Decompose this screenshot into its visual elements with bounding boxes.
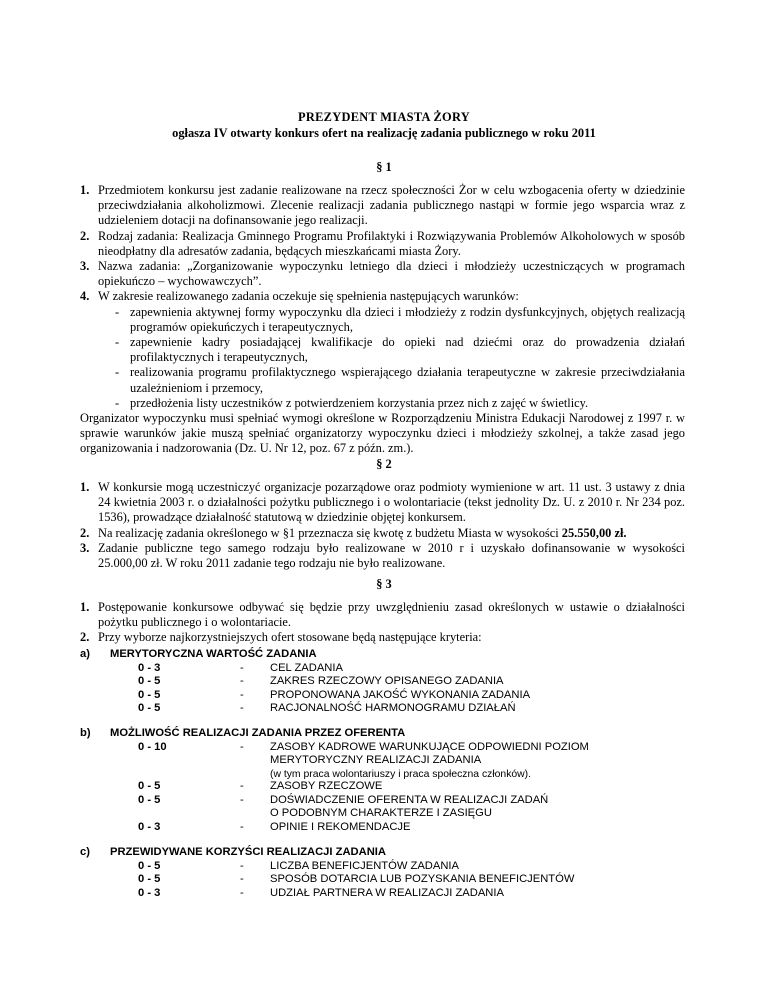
condition-item: - realizowania programu profilaktycznego wspierającego działania terapeutyczne w zakresie przeciwdziałania uzależnieniom i przemocy,: [115, 365, 685, 395]
condition-item: - przedłożenia listy uczestników z potwierdzeniem korzystania przez nich z zajęć w świetlicy.: [115, 395, 589, 410]
list-item: 2. Na realizację zadania określonego w §1 przeznacza się kwotę z budżetu Miasta w wysokości 25.550,00 zł.: [80, 525, 627, 540]
document-subtitle: ogłasza IV otwarty konkurs ofert na realizację zadania publicznego w roku 2011: [172, 126, 596, 140]
criteria-title: MERYTORYCZNA WARTOŚĆ ZADANIA: [110, 648, 317, 660]
list-item: 3. Zadanie publiczne tego samego rodzaju było realizowane w 2010 r i uzyskało dofinansowanie w wysokości 25.000,00 zł. W roku 2011 zadanie tego rodzaju nie było realizowane.: [80, 540, 685, 571]
list-item: 2. Przy wyborze najkorzystniejszych ofert stosowane będą następujące kryteria:: [80, 630, 482, 645]
list-item: 1. W konkursie mogą uczestniczyć organizacje pozarządowe oraz podmioty wymienione w art. 11 ust. 3 ustawy z dnia 24 kwietnia 2003 r. o działalności pożytku publicznego i o wolontariacie (tekst jednolity Dz. U. z 2010 r. Nr 234 poz. 1536), prowadzące działalność statutową w dziedzinie objętej konkursem.: [80, 480, 685, 525]
section-heading-1: § 1: [376, 160, 392, 174]
list-item: 2. Rodzaj zadania: Realizacja Gminnego Programu Profilaktyki i Rozwiązywania Problemów Alkoholowych w sposób nieodpłatny dla adresatów zadania, będących mieszkańcami miasta Żory.: [80, 228, 685, 258]
section-1-body: [80, 183, 685, 457]
conditions-list: [80, 305, 685, 411]
criteria-row: 0 - 3 - UDZIAŁ PARTNERA W REALIZACJI ZADANIA: [138, 886, 504, 899]
criteria-row: 0 - 5 - RACJONALNOŚĆ HARMONOGRAMU DZIAŁAŃ: [138, 702, 516, 714]
section-2-list: [80, 480, 685, 571]
criteria-row: 0 - 5 - ZASOBY RZECZOWE: [138, 780, 383, 792]
list-item: 1. Przedmiotem konkursu jest zadanie realizowane na rzecz społeczności Żor w celu wzbogacenia oferty w dziedzinie przeciwdziałania alkoholizmowi. Zlecenie realizacji zadania publicznego nastąpi w formie jego wsparcia wraz z udzieleniem dotacji na dofinansowanie jego realizacji.: [80, 183, 685, 228]
criteria-row: 0 - 3 - OPINIE I REKOMENDACJE: [138, 820, 411, 833]
criteria-title: MOŻLIWOŚĆ REALIZACJI ZADANIA PRZEZ OFERENTA: [110, 727, 406, 739]
criteria-row: 0 - 5 - SPOSÓB DOTARCIA LUB POZYSKANIA BENEFICJENTÓW: [138, 873, 575, 885]
section-2-body: [80, 480, 685, 571]
organizer-requirements: Organizator wypoczynku musi spełniać wymogi określone w Rozporządzeniu Ministra Edukacji Narodowej z 1997 r. w sprawie warunków jakie muszą spełniać organizatorzy wypoczynku dzieci i młodzieży szkolnej, a także zasad jego organizowania i nadzorowania (Dz. U. Nr 12, poz. 67 z późn. zm.).: [80, 411, 685, 456]
section-3-list: [80, 600, 685, 646]
criteria-group-c: c) PRZEWIDYWANE KORZYŚCI REALIZACJI ZADANIA 0 - 5 - LICZBA BENEFICJENTÓW ZADANIA 0 - 5 - SPOSÓB DOTARCIA LUB POZYSKANIA BENEFICJENTÓW 0 - 3 - UDZIAŁ PARTNERA W REALIZACJI ZADANIA: [80, 846, 690, 902]
criteria-group-b: b) MOŻLIWOŚĆ REALIZACJI ZADANIA PRZEZ OFERENTA 0 - 10 - ZASOBY KADROWE WARUNKUJĄCE ODPOWIEDNI POZIOM MERYTORYCZNY REALIZACJI ZADANIA (w tym praca wolontariuszy i praca społeczna członków). 0 - 5 - ZASOBY RZECZOWE 0 - 5 - DOŚWIADCZENIE OFERENTA W REALIZACJI ZADAŃ O PODOBNYM CHARAKTERZE I ZASIĘGU 0 - 3 - OPINIE I REKOMENDACJE: [80, 727, 690, 837]
criteria-row: 0 - 5 - LICZBA BENEFICJENTÓW ZADANIA: [138, 859, 459, 872]
criteria-group-a: a) MERYTORYCZNA WARTOŚĆ ZADANIA 0 - 3 - CEL ZADANIA 0 - 5 - ZAKRES RZECZOWY OPISANEGO ZADANIA 0 - 5 - PROPONOWANA JAKOŚĆ WYKONANIA ZADANIA 0 - 5 - RACJONALNOŚĆ HARMONOGRAMU DZIAŁAŃ: [80, 648, 690, 718]
section-heading-2: § 2: [376, 457, 392, 471]
section-3-body: [80, 600, 685, 646]
budget-amount: 25.550,00 zł.: [561, 525, 627, 540]
section-1-list: [80, 183, 685, 305]
criteria-row: 0 - 3 - CEL ZADANIA: [138, 661, 343, 674]
section-heading-3: § 3: [376, 577, 392, 591]
list-item: 1. Postępowanie konkursowe odbywać się będzie przy uwzględnieniu zasad określonych w ustawie o działalności pożytku publicznego i o wolontariacie.: [80, 600, 685, 630]
list-item: 4. W zakresie realizowanego zadania oczekuje się spełnienia następujących warunków:: [80, 289, 519, 304]
criteria-row: 0 - 5 - DOŚWIADCZENIE OFERENTA W REALIZACJI ZADAŃ: [138, 793, 549, 806]
criteria-row: 0 - 10 - ZASOBY KADROWE WARUNKUJĄCE ODPOWIEDNI POZIOM: [138, 740, 589, 753]
list-item: 3. Nazwa zadania: „Zorganizowanie wypoczynku letniego dla dzieci i młodzieży uczestniczących w programach opiekuńczo – wychowawczych”.: [80, 259, 685, 289]
condition-item: - zapewnienia aktywnej formy wypoczynku dla dzieci i młodzieży z rodzin dysfunkcyjnych, objętych realizacją programów opiekuńczych i terapeutycznych,: [115, 304, 685, 334]
condition-item: - zapewnienie kadry posiadającej kwalifikacje do opieki nad dziećmi oraz do prowadzenia działań profilaktycznych i terapeutycznych,: [115, 335, 685, 365]
criteria-title: PRZEWIDYWANE KORZYŚCI REALIZACJI ZADANIA: [110, 846, 386, 858]
criteria-row: 0 - 5 - PROPONOWANA JAKOŚĆ WYKONANIA ZADANIA: [138, 688, 531, 701]
criteria-row: 0 - 5 - ZAKRES RZECZOWY OPISANEGO ZADANIA: [138, 675, 504, 687]
document-title: PREZYDENT MIASTA ŻORY: [297, 110, 471, 124]
